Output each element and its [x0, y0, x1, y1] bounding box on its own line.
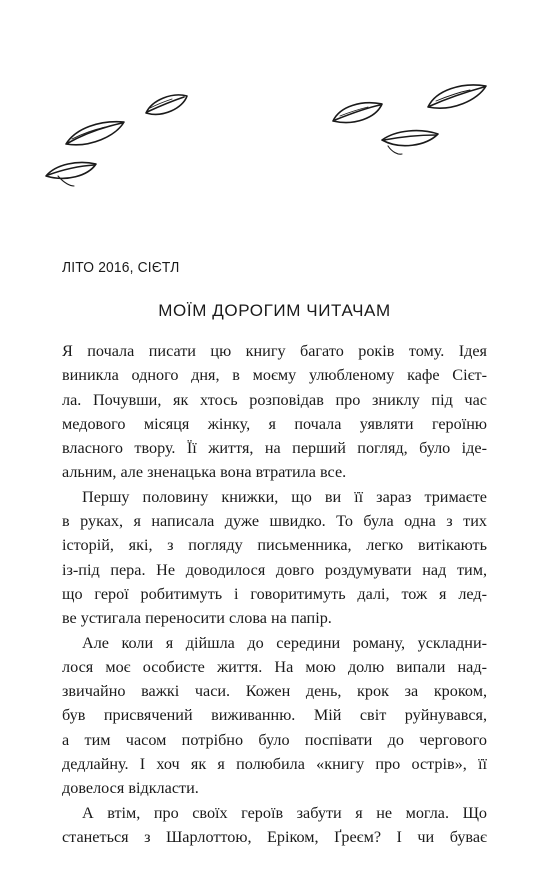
- text-line: довелося відкласти.: [62, 779, 199, 798]
- petal-icon: [146, 95, 187, 114]
- text-line: історій, які, з погляду письменника, легко витікають: [62, 536, 487, 555]
- text-line: А втім, про своїх героїв забути я не могла. Що: [82, 803, 487, 822]
- text-line: дедлайну. І хоч як я полюбила «книгу про острів», її: [62, 755, 487, 774]
- text-line: ве устигала переносити слова на папір.: [62, 609, 332, 628]
- text-line: Але коли я дійшла до середини роману, ускладни-: [82, 633, 487, 652]
- paragraph: [62, 801, 487, 850]
- paragraph: [62, 485, 487, 631]
- text-line: власного твору. Її життя, на перший погляд, було іде-: [62, 439, 487, 458]
- petals-illustration: [0, 0, 549, 200]
- text-line: ла. Почувши, як хтось розповідав про зниклу під час: [62, 390, 487, 409]
- petal-icon: [46, 163, 96, 187]
- petal-icon: [428, 85, 486, 108]
- text-line: із-під пера. Не доводилося довго роздумувати над тим,: [62, 560, 487, 579]
- page-title: МОЇМ ДОРОГИМ ЧИТАЧАМ: [158, 301, 391, 320]
- body-text: [62, 339, 487, 849]
- text-line: а тим часом потрібно було поспівати до чергового: [62, 730, 487, 749]
- text-line: медового місяця жінку, я почала уявляти героїню: [62, 414, 487, 433]
- text-line: Я почала писати цю книгу багато років тому. Ідея: [62, 342, 487, 360]
- petal-icon: [66, 122, 124, 145]
- text-line: станеться з Шарлоттою, Еріком, Ґреєм? І чи буває: [62, 827, 487, 846]
- text-line: звичайно важкі часи. Кожен день, крок за кроком,: [62, 682, 487, 701]
- text-line: що герої робитимуть і говоритимуть далі, тож я лед-: [62, 584, 487, 603]
- petal-icon: [333, 103, 382, 123]
- text-line: Першу половину книжки, що ви її зараз тримаєте: [82, 487, 487, 506]
- text-line: в руках, я написала дуже швидко. То була одна з тих: [62, 512, 487, 531]
- text-line: виникла одного дня, в моєму улюбленому кафе Сієт-: [62, 366, 487, 385]
- paragraph: [62, 339, 487, 485]
- text-line: лося моє особисте життя. На мою долю випали над-: [62, 657, 487, 676]
- dateline: ЛІТО 2016, СІЄТЛ: [62, 259, 180, 276]
- text-line: був присвячений виживанню. Мій світ руйнувався,: [62, 706, 487, 725]
- text-line: альним, але зненацька вона втратила все.: [62, 463, 347, 482]
- petal-icon: [382, 131, 438, 155]
- paragraph: [62, 631, 487, 801]
